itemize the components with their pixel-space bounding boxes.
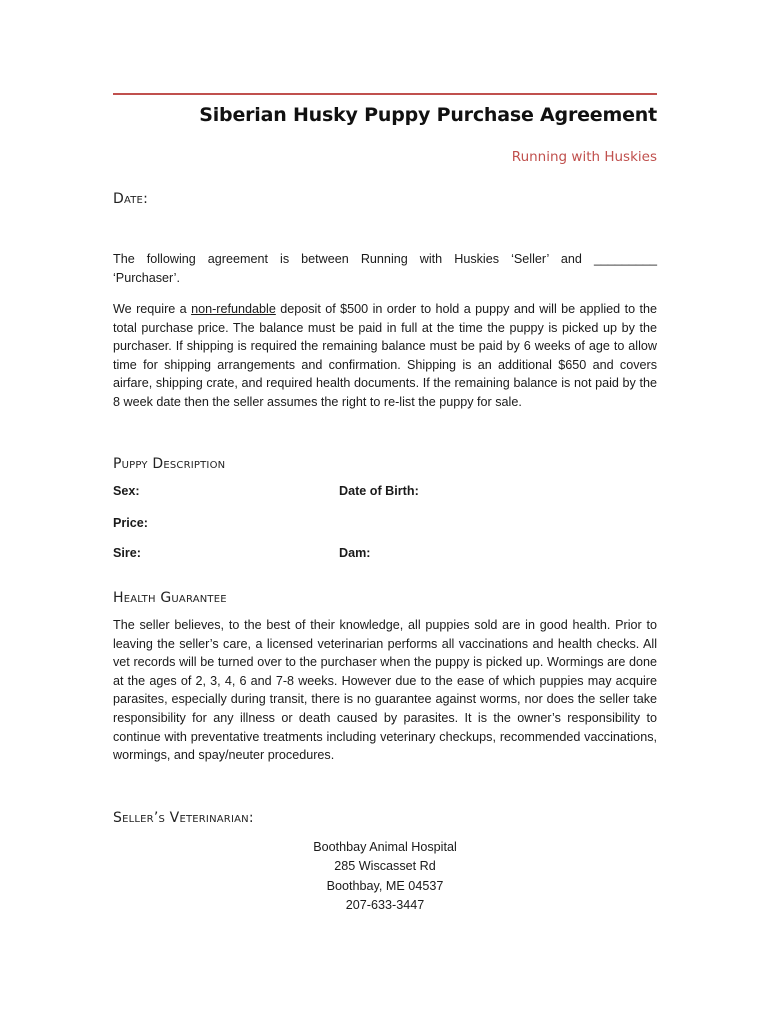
- date-heading: Date:: [113, 191, 148, 207]
- vet-name: Boothbay Animal Hospital: [313, 840, 457, 854]
- puppy-description-heading: Puppy Description: [113, 456, 226, 472]
- veterinarian-address: [113, 838, 657, 916]
- sex-label: Sex:: [113, 484, 140, 498]
- deposit-prefix: We require a: [113, 302, 192, 316]
- health-guarantee-heading: Health Guarantee: [113, 590, 227, 606]
- vet-city: Boothbay, ME 04537: [326, 878, 444, 893]
- agreement-line-1: The following agreement is between Running with Huskies ‘Seller’ and _________: [113, 252, 657, 266]
- document-title: Siberian Husky Puppy Purchase Agreement: [199, 104, 657, 126]
- agreement-paragraph: [113, 250, 657, 287]
- deposit-text: deposit of $500 in order to hold a puppy and will be applied to the total purchase price. The balance must be paid in full at the time the puppy is picked up by the purchaser. If shipping is required the remaining balance must be paid by 6 weeks of age to allow time for shipping arrangements and confirmation. Shipping is an additional $650 and covers airfare, shipping crate, and required health documents. If the remaining balance is not paid by the 8 week date then the seller assumes the right to re-list the puppy for sale.: [113, 302, 657, 409]
- header-rule: [113, 93, 657, 95]
- sire-label: Sire:: [113, 546, 141, 560]
- date-of-birth-label: Date of Birth:: [339, 484, 419, 498]
- vet-street: 285 Wiscasset Rd: [334, 859, 436, 874]
- vet-phone: 207-633-3447: [345, 898, 425, 913]
- document-subtitle: Running with Huskies: [511, 149, 657, 165]
- deposit-paragraph: [113, 300, 657, 412]
- dam-label: Dam:: [339, 546, 371, 560]
- non-refundable-emphasis: non-refundable: [191, 302, 276, 316]
- veterinarian-heading: Seller’s Veterinarian:: [113, 810, 254, 826]
- agreement-line-2: ‘Purchaser’.: [113, 270, 180, 285]
- health-guarantee-paragraph: The seller believes, to the best of their knowledge, all puppies sold are in good health. Prior to leaving the seller’s care, a licensed veterinarian performs all vaccinations and health checks. All vet records will be turned over to the purchaser when the puppy is picked up. Wormings are done at the ages of 2, 3, 4, 6 and 7-8 weeks. However due to the ease of which puppies may acquire parasites, especially during transit, there is no guarantee against worms, nor does the seller take responsibility for any illness or death caused by parasites. It is the owner’s responsibility to continue with preventative treatments including veterinary checkups, recommended vaccinations, wormings, and spay/neuter procedures.: [113, 618, 657, 763]
- price-label: Price:: [113, 516, 149, 530]
